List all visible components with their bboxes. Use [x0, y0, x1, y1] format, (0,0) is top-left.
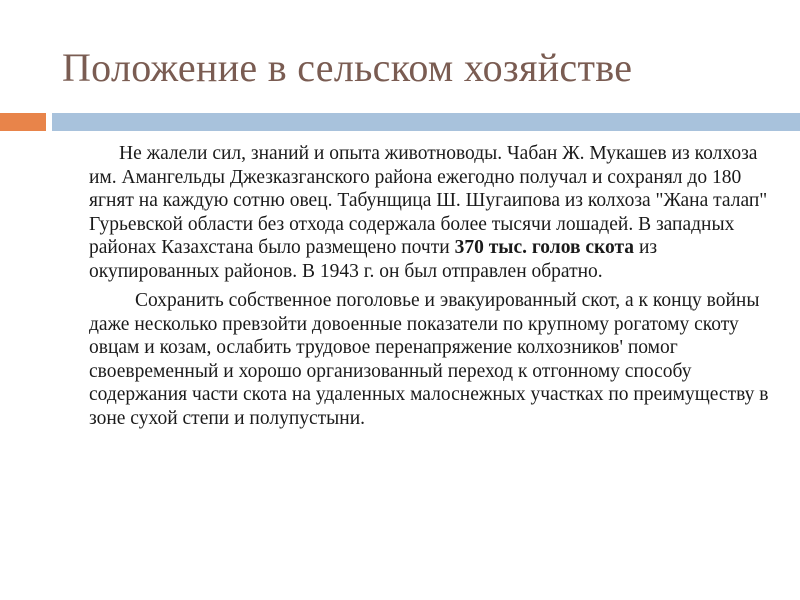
paragraph-1-text-start: Не жалели сил, знаний и опыта животноводы. Чабан Ж. Мукашев из колхоза им. Амангельды Джезказганского района ежегодно получал и сохранял до 180 ягнят на каждую сотню овец. Табунщица Ш. Шугаипова из колхоза "Жана талап" Гурьевской области без отхода содержала более тысячи лошадей. В западных районах Казахстана было размещено почти — [89, 143, 768, 258]
paragraph-livestock-preservation: Сохранить собственное поголовье и эвакуированный скот, а к концу войны даже несколько превзойти довоенные показатели по крупному рогатому скоту овцам и козам, ослабить трудовое перенапряжение колхозников' помог своевременный и хорошо организованный переход к отгонному способу содержания части скота на удаленных малоснежных участках по преимуществу в зоне сухой степи и полупустыни. — [89, 290, 769, 429]
accent-bar-orange — [0, 113, 46, 131]
slide-body — [89, 142, 769, 436]
paragraph-1-bold-livestock-count: 370 тыс. голов скота — [454, 237, 635, 258]
paragraph-1-text-end: из окупированных районов. В 1943 г. он был отправлен обратно. — [89, 237, 658, 282]
slide-title: Положение в сельском хозяйстве — [62, 45, 633, 90]
accent-bar-blue — [52, 113, 800, 131]
paragraph-livestock-workers — [89, 142, 769, 283]
